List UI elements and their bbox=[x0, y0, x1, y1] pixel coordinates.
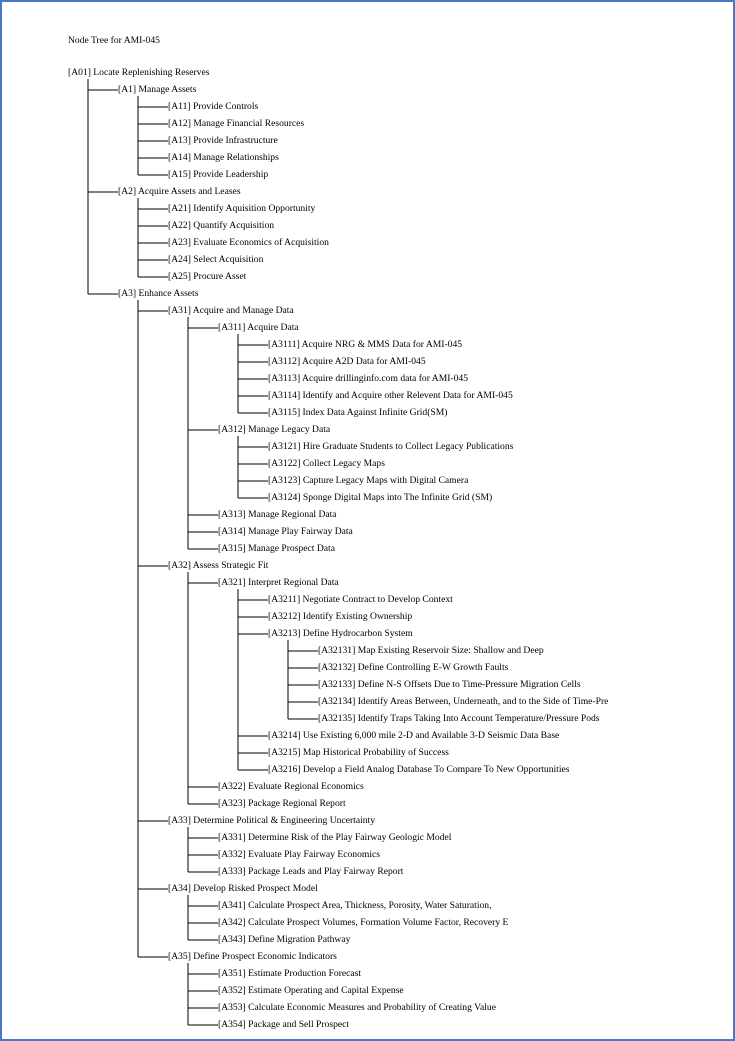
page-title: Node Tree for AMI-045 bbox=[68, 35, 160, 46]
tree-node: [A352] Estimate Operating and Capital Expense bbox=[218, 985, 404, 996]
tree-node: [A3212] Identify Existing Ownership bbox=[268, 611, 413, 622]
tree-node: [A353] Calculate Economic Measures and Probability of Creating Value bbox=[218, 1002, 496, 1013]
tree-node: [A333] Package Leads and Play Fairway Report bbox=[218, 866, 404, 877]
tree-node: [A315] Manage Prospect Data bbox=[218, 543, 335, 554]
tree-node: [A35] Define Prospect Economic Indicators bbox=[168, 951, 337, 962]
tree-node: [A15] Provide Leadership bbox=[168, 169, 269, 180]
tree-node: [A3215] Map Historical Probability of Success bbox=[268, 747, 449, 758]
tree-node: [A23] Evaluate Economics of Acquisition bbox=[168, 237, 329, 248]
tree-node: [A01] Locate Replenishing Reserves bbox=[68, 67, 210, 78]
tree-node: [A3122] Collect Legacy Maps bbox=[268, 458, 385, 469]
tree-node: [A32] Assess Strategic Fit bbox=[168, 560, 269, 571]
tree-node: [A3213] Define Hydrocarbon System bbox=[268, 628, 413, 639]
tree-node: [A3115] Index Data Against Infinite Grid(SM) bbox=[268, 407, 448, 418]
tree-node: [A341] Calculate Prospect Area, Thickness, Porosity, Water Saturation, bbox=[218, 900, 492, 911]
tree-node: [A3111] Acquire NRG & MMS Data for AMI-045 bbox=[268, 339, 463, 350]
tree-node: [A3113] Acquire drillinginfo.com data for AMI-045 bbox=[268, 373, 469, 384]
tree-node: [A321] Interpret Regional Data bbox=[218, 577, 339, 588]
tree-node: [A342] Calculate Prospect Volumes, Formation Volume Factor, Recovery E bbox=[218, 917, 509, 928]
tree-node: [A312] Manage Legacy Data bbox=[218, 424, 331, 435]
tree-node: [A22] Quantify Acquisition bbox=[168, 220, 275, 231]
tree-node: [A12] Manage Financial Resources bbox=[168, 118, 305, 129]
tree-node: [A3124] Sponge Digital Maps into The Infinite Grid (SM) bbox=[268, 492, 493, 503]
tree-node: [A32131] Map Existing Reservoir Size: Shallow and Deep bbox=[318, 645, 544, 656]
tree-node: [A313] Manage Regional Data bbox=[218, 509, 337, 520]
tree-node: [A31] Acquire and Manage Data bbox=[168, 305, 294, 316]
tree-node: [A34] Develop Risked Prospect Model bbox=[168, 883, 318, 894]
tree-node: [A3216] Develop a Field Analog Database To Compare To New Opportunities bbox=[268, 764, 570, 775]
tree-node: [A331] Determine Risk of the Play Fairway Geologic Model bbox=[218, 832, 452, 843]
tree-node: [A13] Provide Infrastructure bbox=[168, 135, 278, 146]
tree-node: [A1] Manage Assets bbox=[118, 84, 197, 95]
tree-node: [A332] Evaluate Play Fairway Economics bbox=[218, 849, 380, 860]
tree-node: [A25] Procure Asset bbox=[168, 271, 247, 282]
tree-node: [A32135] Identify Traps Taking Into Account Temperature/Pressure Pods bbox=[318, 713, 600, 724]
tree-node: [A21] Identify Aquisition Opportunity bbox=[168, 203, 316, 214]
tree-node: [A14] Manage Relationships bbox=[168, 152, 279, 163]
tree-node: [A3] Enhance Assets bbox=[118, 288, 199, 299]
tree-node: [A33] Determine Political & Engineering Uncertainty bbox=[168, 815, 376, 826]
tree-node: [A3123] Capture Legacy Maps with Digital Camera bbox=[268, 475, 469, 486]
tree-node: [A3112] Acquire A2D Data for AMI-045 bbox=[268, 356, 426, 367]
tree-connector-lines bbox=[2, 2, 733, 1039]
tree-node: [A322] Evaluate Regional Economics bbox=[218, 781, 364, 792]
tree-node: [A32132] Define Controlling E-W Growth Faults bbox=[318, 662, 509, 673]
tree-node: [A2] Acquire Assets and Leases bbox=[118, 186, 241, 197]
tree-node: [A3214] Use Existing 6,000 mile 2-D and Available 3-D Seismic Data Base bbox=[268, 730, 560, 741]
tree-node: [A314] Manage Play Fairway Data bbox=[218, 526, 353, 537]
tree-node: [A323] Package Regional Report bbox=[218, 798, 346, 809]
tree-node: [A11] Provide Controls bbox=[168, 101, 259, 112]
tree-node: [A311] Acquire Data bbox=[218, 322, 299, 333]
tree-node: [A24] Select Acquisition bbox=[168, 254, 264, 265]
tree-node: [A354] Package and Sell Prospect bbox=[218, 1019, 350, 1030]
tree-node: [A3211] Negotiate Contract to Develop Context bbox=[268, 594, 453, 605]
tree-node: [A3114] Identify and Acquire other Relevent Data for AMI-045 bbox=[268, 390, 513, 401]
tree-node: [A351] Estimate Production Forecast bbox=[218, 968, 362, 979]
tree-node: [A343] Define Migration Pathway bbox=[218, 934, 351, 945]
tree-node: [A32134] Identify Areas Between, Underneath, and to the Side of Time-Pre bbox=[318, 696, 609, 707]
tree-node: [A3121] Hire Graduate Students to Collect Legacy Publications bbox=[268, 441, 514, 452]
tree-node: [A32133] Define N-S Offsets Due to Time-Pressure Migration Cells bbox=[318, 679, 581, 690]
